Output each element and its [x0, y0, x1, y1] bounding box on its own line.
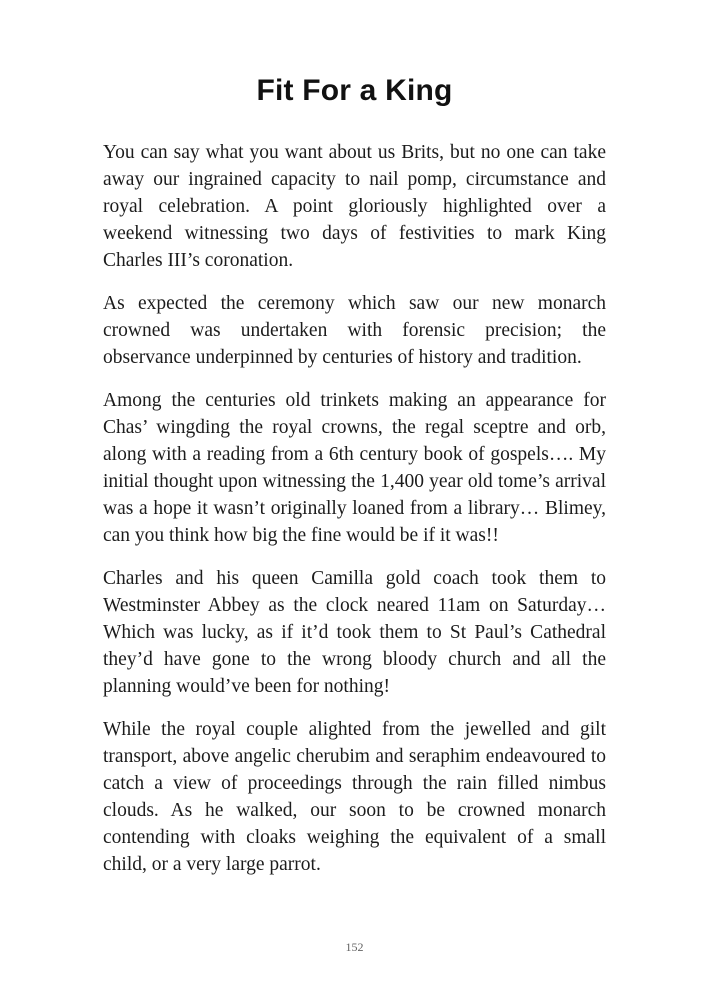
paragraph: While the royal couple alighted from the jewelled and gilt transport, above angelic cherubim and seraphim endeavoured to catch a view of proceedings through the rain filled nimbus clouds. As he walked, our soon to be crowned monarch contending with cloaks weighing the equivalent of a small child, or a very large parrot. — [103, 719, 606, 875]
page-title: Fit For a King — [256, 74, 453, 107]
paragraph: As expected the ceremony which saw our new monarch crowned was undertaken with forensic precision; the observance underpinned by centuries of history and tradition. — [103, 293, 606, 368]
article-body — [103, 139, 606, 878]
paragraph: You can say what you want about us Brits, but no one can take away our ingrained capacity to nail pomp, circumstance and royal celebration. A point gloriously highlighted over a weekend witnessing two days of festivities to mark King Charles III’s coronation. — [103, 142, 606, 271]
paragraph: Among the centuries old trinkets making an appearance for Chas’ wingding the royal crowns, the regal sceptre and orb, along with a reading from a 6th century book of gospels…. My initial thought upon witnessing the 1,400 year old tome’s arrival was a hope it wasn’t originally loaned from a library… Blimey, can you think how big the fine would be if it was!! — [103, 390, 606, 546]
page-footer — [0, 938, 709, 956]
paragraph: Charles and his queen Camilla gold coach took them to Westminster Abbey as the clock neared 11am on Saturday… Which was lucky, as if it’d took them to St Paul’s Cathedral they’d have gone to the wrong bloody church and all the planning would’ve been for nothing! — [103, 568, 606, 697]
page-number: 152 — [345, 940, 364, 954]
